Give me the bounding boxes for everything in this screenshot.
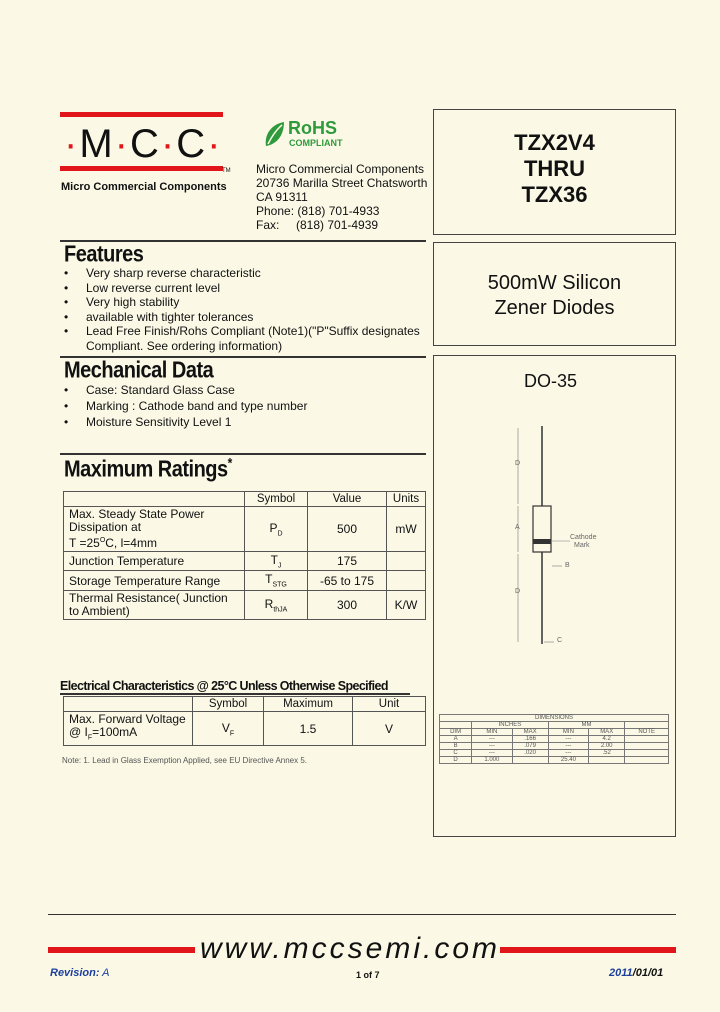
rohs-subtitle: COMPLIANT <box>289 138 343 148</box>
logo-company-name: Micro Commercial Components <box>61 181 227 193</box>
address-line-2: 20736 Marilla Street Chatsworth <box>256 176 428 190</box>
table-row: Storage Temperature Range $T_{STG}$ -65 to 175 <box>64 571 426 590</box>
part-line-3: TZX36 <box>521 182 588 207</box>
logo-letter-m: M <box>79 122 115 166</box>
part-number-box <box>433 109 676 235</box>
ratings-heading: Maximum Ratings* <box>64 455 232 483</box>
footnote: Note: 1. Lead in Glass Exemption Applied, see EU Directive Annex 5. <box>62 756 308 765</box>
ratings-header-row: Symbol Value Units <box>64 492 426 507</box>
dim-label-d-top: D <box>515 460 521 467</box>
logo-top-bar <box>60 112 223 117</box>
logo-letter-c1: C <box>129 122 161 166</box>
address-phone: Phone: (818) 701-4933 <box>256 204 380 218</box>
ratings-table <box>63 491 426 620</box>
cathode-mark-label: Cathode Mark <box>570 534 597 549</box>
table-row: B --- .079 --- 2.00 <box>440 743 669 750</box>
table-row: Thermal Resistance( Junction to Ambient) $R_{thJA}$ 300 K/W <box>64 590 426 619</box>
logo-bottom-bar <box>60 166 223 171</box>
product-line-1: 500mW Silicon <box>487 272 622 294</box>
dimensions-table <box>439 714 669 764</box>
logo-letter-c2: C <box>176 122 208 166</box>
list-item: • Moisture Sensitivity Level 1 <box>62 414 422 430</box>
table-row: Max. Steady State Power Dissipation at $T =25^OC$, l=4mm $P_D$ 500 mW <box>64 507 426 552</box>
electrical-table <box>63 696 426 746</box>
dim-label-a: A <box>515 524 520 531</box>
list-item: • available with tighter tolerances <box>62 310 422 325</box>
features-heading: Features <box>64 242 144 268</box>
dim-label-d-bottom: D <box>515 588 521 595</box>
product-box <box>433 242 676 346</box>
features-list <box>62 266 422 353</box>
address-line-1: Micro Commercial Components <box>256 162 425 176</box>
table-row: Junction Temperature $T_J$ 175 <box>64 552 426 571</box>
footer-revision: Revision: A <box>50 967 110 979</box>
part-line-1: TZX2V4 <box>514 130 595 155</box>
address-line-3: CA 91311 <box>256 190 308 204</box>
list-item: • Marking : Cathode band and type number <box>62 398 422 414</box>
electrical-heading: Electrical Characteristics @ 25°C Unless Otherwise Specified <box>60 679 410 695</box>
list-item: • Case: Standard Glass Case <box>62 382 422 398</box>
rohs-title: RoHS <box>288 118 337 138</box>
dim-title: DIMENSIONS <box>440 715 669 722</box>
address-fax: Fax: (818) 701-4939 <box>256 218 379 232</box>
package-name: DO-35 <box>524 371 578 391</box>
dim-group-mm: MM <box>548 722 625 729</box>
footer-left-bar <box>48 947 195 953</box>
rohs-leaf-icon <box>262 120 288 150</box>
list-item: • Very sharp reverse characteristic <box>62 266 422 281</box>
list-item: • Low reverse current level <box>62 281 422 296</box>
footer-url[interactable]: www.mccsemi.com <box>200 932 501 965</box>
mcc-logo: ·M·C·C· <box>64 122 223 166</box>
mechanical-heading: Mechanical Data <box>64 358 214 384</box>
logo-trademark: TM <box>222 168 231 174</box>
dim-group-inches: INCHES <box>472 722 549 729</box>
dim-header-row: DIM MIN MAX MIN MAX NOTE <box>440 729 669 736</box>
part-line-2: THRU <box>523 156 586 181</box>
footer-right-bar <box>500 947 676 953</box>
list-item: • Lead Free Finish/Rohs Compliant (Note1)("P"Suffix designates Compliant. See ordering information) <box>62 324 422 353</box>
footer-rule <box>48 914 676 915</box>
rohs-badge <box>262 118 352 152</box>
dim-label-b: B <box>565 562 570 569</box>
table-row: A --- .166 --- 4.2 <box>440 736 669 743</box>
package-box <box>433 355 676 837</box>
footer-page: 1 of 7 <box>356 970 380 980</box>
product-line-2: Zener Diodes <box>494 297 615 319</box>
table-row: Max. Forward Voltage @ $I_F=100mA$ $V_F$ 1.5 V <box>64 712 426 746</box>
company-address <box>256 162 432 232</box>
table-row: D 1.000 25.40 <box>440 757 669 764</box>
diode-drawing <box>434 416 675 716</box>
list-item: • Very high stability <box>62 295 422 310</box>
footer-date: 2011/01/01 <box>609 967 664 979</box>
table-row: C --- .020 --- .52 <box>440 750 669 757</box>
dim-label-c: C <box>557 637 563 644</box>
mechanical-list <box>62 382 422 430</box>
electrical-header-row: Symbol Maximum Unit <box>64 697 426 712</box>
